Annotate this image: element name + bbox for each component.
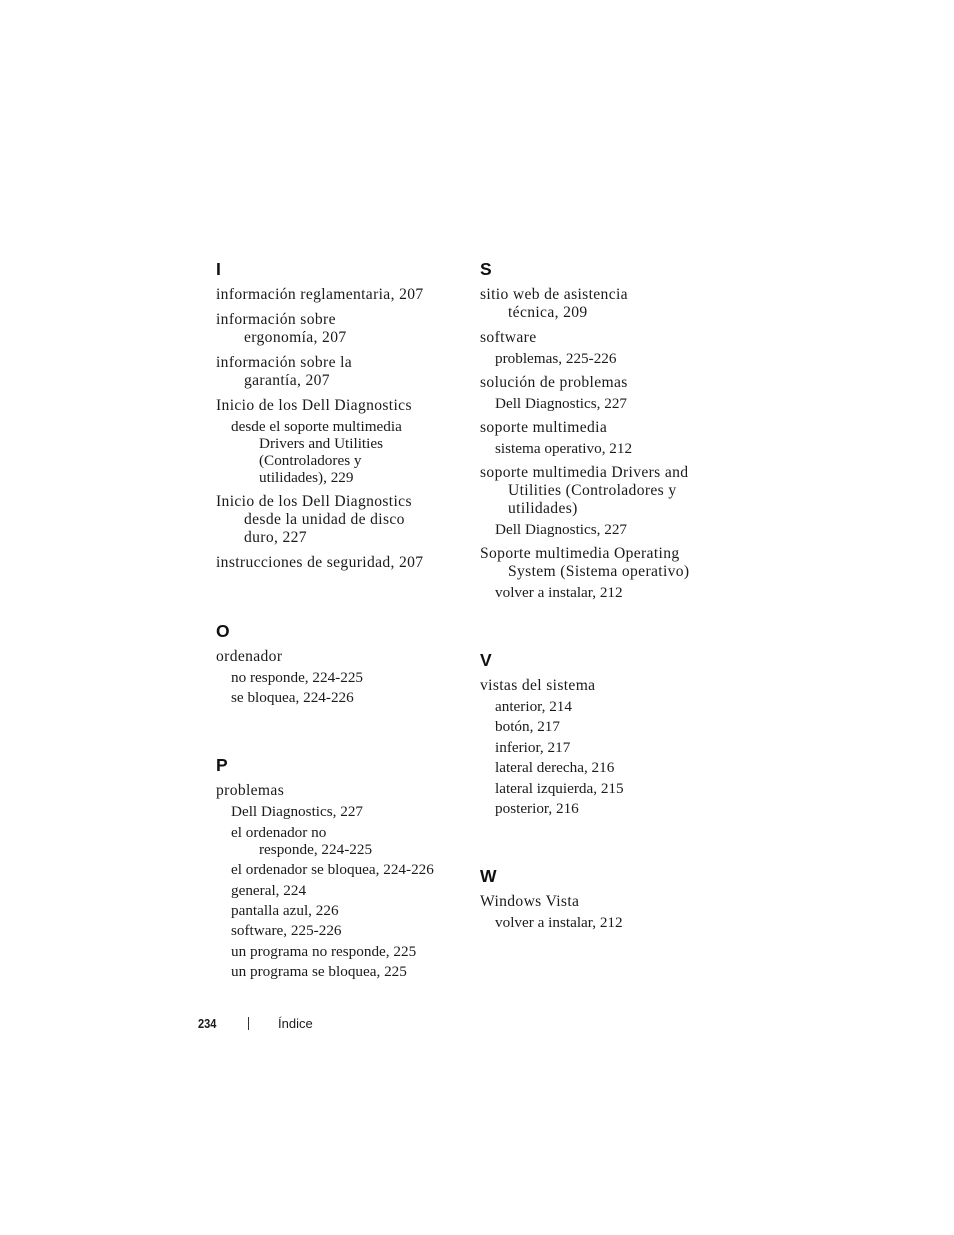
entry-term-line: ergonomía, 207: [244, 329, 347, 346]
entry-subterm-line: se bloquea, 224-226: [231, 689, 354, 707]
entry-term: [480, 677, 730, 695]
entry-term-line: técnica, 209: [508, 304, 588, 321]
index-entry: [216, 648, 466, 706]
entry-term: [216, 648, 466, 666]
entry-subterm-line: general, 224: [231, 881, 307, 899]
entry-subterm-line: inferior, 217: [495, 738, 571, 756]
entry-subterm-line: pantalla azul, 226: [231, 901, 339, 919]
entry-subterm: [480, 800, 730, 817]
entry-term-line: sitio web de asistencia: [480, 286, 628, 303]
index-entry: [216, 554, 466, 572]
entry-subterm-line: el ordenador se bloquea, 224-226: [231, 861, 434, 879]
index-entry: [480, 545, 730, 601]
entry-subterm: [216, 963, 466, 980]
entry-subterm-line: (Controladores y: [259, 452, 362, 469]
entry-subterm: [480, 521, 730, 538]
entry-term-line: software: [480, 329, 537, 346]
entry-term: [216, 782, 466, 800]
index-column-right: [480, 258, 730, 979]
footer-separator: [248, 1017, 249, 1030]
section-letter: W: [480, 865, 497, 886]
entry-term-line: desde la unidad de disco: [244, 511, 405, 528]
entry-term-line: problemas: [216, 782, 285, 800]
entry-subterm-line: un programa no responde, 225: [231, 942, 417, 960]
entry-term-line: System (Sistema operativo): [508, 563, 690, 580]
entry-term-line: Soporte multimedia Operating: [480, 545, 680, 562]
entry-subterm-line: software, 225-226: [231, 922, 342, 940]
entry-term: [480, 893, 730, 911]
index-section: [480, 649, 730, 817]
entry-term: [216, 354, 466, 390]
entry-subterm: [480, 759, 730, 776]
index-entry: [480, 464, 730, 538]
entry-term-line: información reglamentaria, 207: [216, 286, 424, 303]
entry-subterm-line: Drivers and Utilities: [259, 435, 384, 452]
index-entry: [480, 374, 730, 412]
index-section: [480, 258, 730, 601]
entry-subterm-line: desde el soporte multimedia: [231, 418, 402, 435]
entry-subterm: [216, 882, 466, 899]
entry-subterm-line: Dell Diagnostics, 227: [495, 521, 628, 538]
index-entry: [216, 493, 466, 547]
entry-term-line: duro, 227: [244, 529, 307, 546]
entry-term: [480, 419, 730, 437]
entry-term: [216, 311, 466, 347]
entry-term-line: instrucciones de seguridad, 207: [216, 554, 424, 571]
entry-subterm-line: utilidades), 229: [259, 469, 354, 486]
entry-term: [480, 464, 730, 518]
entry-term-line: solución de problemas: [480, 374, 628, 391]
entry-term-line: ordenador: [216, 648, 283, 665]
entry-subterm-line: volver a instalar, 212: [495, 913, 623, 931]
index-section: [216, 754, 466, 980]
index-entry: [216, 286, 466, 304]
section-letter: I: [216, 259, 221, 279]
section-letter: P: [216, 755, 228, 776]
entry-term-line: información sobre: [216, 311, 336, 328]
index-entry: [480, 419, 730, 457]
entry-subterm-line: sistema operativo, 212: [495, 440, 633, 457]
entry-term: [216, 493, 466, 547]
entry-subterm: [480, 395, 730, 412]
index-column-left: [216, 258, 466, 1028]
entry-subterm-line: volver a instalar, 212: [495, 584, 623, 601]
section-letter: V: [480, 650, 492, 670]
section-letter: S: [480, 259, 492, 279]
entry-term-line: soporte multimedia: [480, 419, 608, 436]
entry-subterm: [480, 914, 730, 931]
entry-term-line: Utilities (Controladores y: [508, 482, 677, 499]
entry-subterm: [480, 780, 730, 797]
entry-subterm: [480, 584, 730, 601]
entry-term-line: Windows Vista: [480, 892, 580, 910]
index-entry: [216, 782, 466, 980]
entry-subterm-line: anterior, 214: [495, 698, 572, 715]
entry-subterm: [480, 440, 730, 457]
index-entry: [480, 677, 730, 817]
entry-term: [480, 329, 730, 347]
entry-term-line: Inicio de los Dell Diagnostics: [216, 493, 412, 510]
index-section: [216, 258, 466, 572]
entry-term: [216, 397, 466, 415]
entry-subterm-line: un programa se bloquea, 225: [231, 963, 407, 981]
footer-title: Índice: [278, 1016, 313, 1031]
entry-term-line: información sobre la: [216, 354, 353, 371]
section-letter: O: [216, 621, 230, 641]
entry-subterm-line: botón, 217: [495, 718, 560, 736]
index-entry: [216, 311, 466, 347]
entry-subterm: [480, 698, 730, 715]
entry-subterm: [480, 739, 730, 756]
entry-subterm: [480, 350, 730, 367]
index-entry: [480, 329, 730, 367]
page-number: 234: [198, 1016, 217, 1031]
entry-subterm: [216, 943, 466, 960]
entry-term: [216, 554, 466, 572]
entry-subterm-line: problemas, 225-226: [495, 350, 617, 367]
entry-subterm-line: no responde, 224-225: [231, 669, 364, 686]
index-entry: [216, 354, 466, 390]
entry-subterm: [216, 418, 466, 486]
index-entry: [480, 286, 730, 322]
entry-subterm-line: responde, 224-225: [259, 840, 373, 858]
entry-subterm-line: posterior, 216: [495, 799, 579, 817]
index-section: [216, 620, 466, 706]
index-entry: [216, 397, 466, 486]
entry-term-line: vistas del sistema: [480, 677, 596, 694]
entry-term-line: soporte multimedia Drivers and: [480, 464, 689, 481]
index-section: [480, 865, 730, 931]
entry-subterm-line: el ordenador no: [231, 823, 327, 841]
entry-subterm: [216, 922, 466, 939]
entry-subterm: [216, 824, 466, 858]
entry-term: [480, 374, 730, 392]
entry-subterm-line: Dell Diagnostics, 227: [495, 395, 628, 412]
entry-subterm: [216, 861, 466, 878]
entry-subterm: [216, 689, 466, 706]
entry-term-line: Inicio de los Dell Diagnostics: [216, 397, 412, 414]
entry-term-line: utilidades): [508, 500, 578, 517]
index-entry: [480, 893, 730, 931]
entry-term: [480, 545, 730, 581]
entry-subterm-line: lateral izquierda, 215: [495, 779, 624, 797]
entry-term-line: garantía, 207: [244, 372, 330, 389]
entry-term: [216, 286, 466, 304]
entry-subterm-line: Dell Diagnostics, 227: [231, 803, 364, 821]
entry-term: [480, 286, 730, 322]
entry-subterm: [216, 803, 466, 820]
entry-subterm: [480, 718, 730, 735]
entry-subterm-line: lateral derecha, 216: [495, 759, 615, 777]
entry-subterm: [216, 669, 466, 686]
entry-subterm: [216, 902, 466, 919]
